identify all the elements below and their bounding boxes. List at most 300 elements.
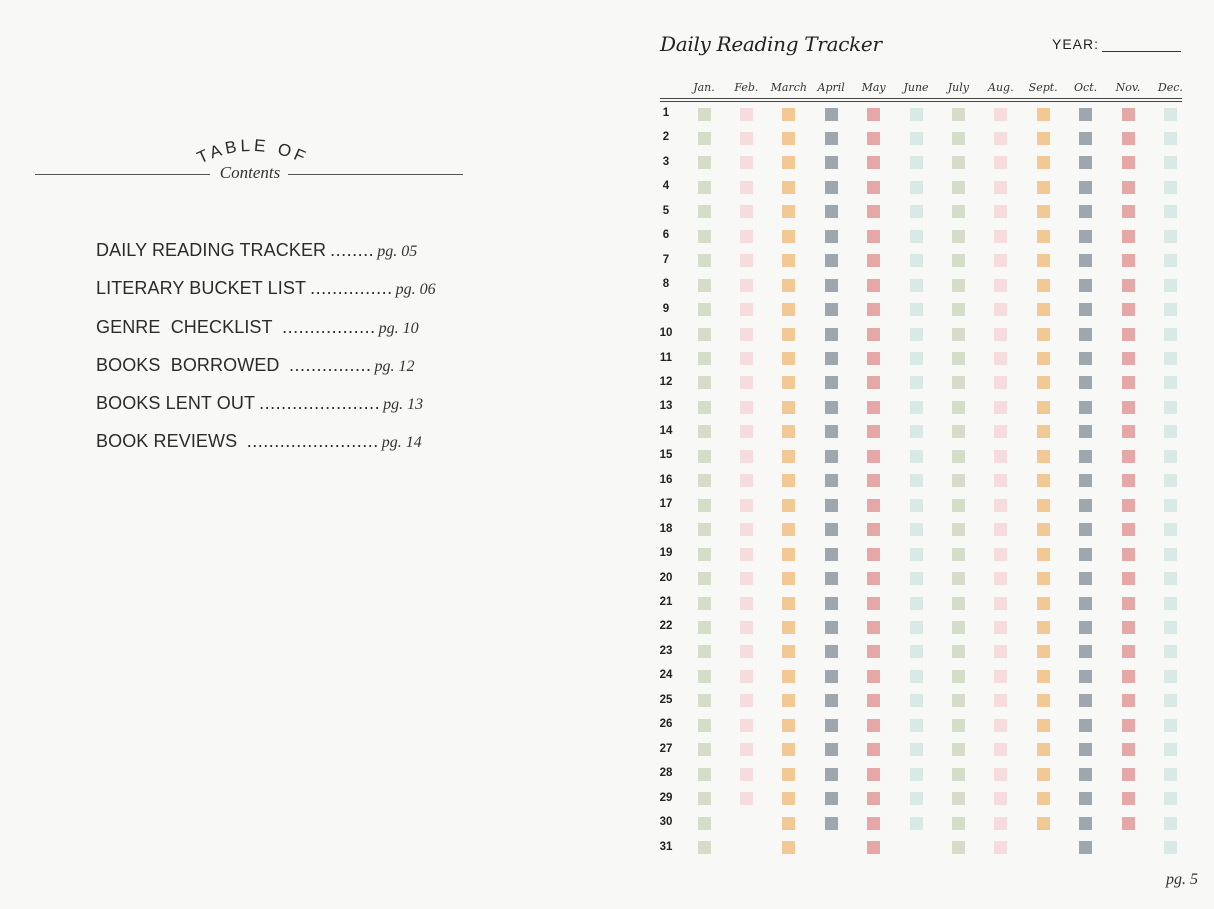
tracker-cell[interactable] xyxy=(740,254,753,267)
tracker-cell[interactable] xyxy=(994,352,1007,365)
tracker-cell[interactable] xyxy=(994,132,1007,145)
tracker-cell[interactable] xyxy=(994,792,1007,805)
tracker-cell[interactable] xyxy=(698,279,711,292)
tracker-cell[interactable] xyxy=(994,768,1007,781)
tracker-cell[interactable] xyxy=(782,572,795,585)
tracker-cell[interactable] xyxy=(698,328,711,341)
tracker-cell[interactable] xyxy=(1079,499,1092,512)
tracker-cell[interactable] xyxy=(910,719,923,732)
tracker-cell[interactable] xyxy=(1079,792,1092,805)
tracker-cell[interactable] xyxy=(782,376,795,389)
tracker-cell[interactable] xyxy=(994,523,1007,536)
tracker-cell[interactable] xyxy=(740,719,753,732)
tracker-cell[interactable] xyxy=(994,670,1007,683)
tracker-cell[interactable] xyxy=(1122,401,1135,414)
tracker-cell[interactable] xyxy=(952,474,965,487)
tracker-cell[interactable] xyxy=(698,205,711,218)
tracker-cell[interactable] xyxy=(867,205,880,218)
tracker-cell[interactable] xyxy=(1164,205,1177,218)
tracker-cell[interactable] xyxy=(994,205,1007,218)
tracker-cell[interactable] xyxy=(867,694,880,707)
tracker-cell[interactable] xyxy=(740,230,753,243)
toc-entry-books-borrowed[interactable] xyxy=(96,355,416,393)
tracker-cell[interactable] xyxy=(782,279,795,292)
tracker-cell[interactable] xyxy=(952,572,965,585)
tracker-cell[interactable] xyxy=(1164,352,1177,365)
tracker-cell[interactable] xyxy=(910,279,923,292)
tracker-cell[interactable] xyxy=(1037,694,1050,707)
tracker-cell[interactable] xyxy=(1037,621,1050,634)
tracker-cell[interactable] xyxy=(1079,743,1092,756)
tracker-cell[interactable] xyxy=(1037,572,1050,585)
tracker-cell[interactable] xyxy=(867,523,880,536)
tracker-cell[interactable] xyxy=(1122,743,1135,756)
tracker-cell[interactable] xyxy=(782,743,795,756)
tracker-cell[interactable] xyxy=(698,425,711,438)
tracker-cell[interactable] xyxy=(825,523,838,536)
tracker-cell[interactable] xyxy=(782,645,795,658)
tracker-cell[interactable] xyxy=(698,768,711,781)
tracker-cell[interactable] xyxy=(1037,156,1050,169)
tracker-cell[interactable] xyxy=(698,352,711,365)
tracker-cell[interactable] xyxy=(1079,254,1092,267)
tracker-cell[interactable] xyxy=(1122,328,1135,341)
toc-entry-literary-bucket-list[interactable] xyxy=(96,278,436,316)
tracker-cell[interactable] xyxy=(825,132,838,145)
tracker-cell[interactable] xyxy=(825,499,838,512)
tracker-cell[interactable] xyxy=(1037,376,1050,389)
tracker-cell[interactable] xyxy=(1122,499,1135,512)
tracker-cell[interactable] xyxy=(1079,621,1092,634)
tracker-cell[interactable] xyxy=(782,474,795,487)
tracker-cell[interactable] xyxy=(910,376,923,389)
tracker-cell[interactable] xyxy=(910,425,923,438)
tracker-cell[interactable] xyxy=(867,743,880,756)
tracker-cell[interactable] xyxy=(782,499,795,512)
tracker-cell[interactable] xyxy=(825,768,838,781)
tracker-cell[interactable] xyxy=(782,181,795,194)
tracker-cell[interactable] xyxy=(867,499,880,512)
tracker-cell[interactable] xyxy=(952,548,965,561)
tracker-cell[interactable] xyxy=(698,645,711,658)
tracker-cell[interactable] xyxy=(952,645,965,658)
tracker-cell[interactable] xyxy=(1164,108,1177,121)
tracker-cell[interactable] xyxy=(1037,548,1050,561)
tracker-cell[interactable] xyxy=(782,548,795,561)
tracker-cell[interactable] xyxy=(952,205,965,218)
tracker-cell[interactable] xyxy=(1164,645,1177,658)
tracker-cell[interactable] xyxy=(994,108,1007,121)
tracker-cell[interactable] xyxy=(1122,621,1135,634)
tracker-cell[interactable] xyxy=(910,572,923,585)
tracker-cell[interactable] xyxy=(867,425,880,438)
tracker-cell[interactable] xyxy=(1164,621,1177,634)
tracker-cell[interactable] xyxy=(867,450,880,463)
tracker-cell[interactable] xyxy=(910,743,923,756)
tracker-cell[interactable] xyxy=(698,303,711,316)
tracker-cell[interactable] xyxy=(994,328,1007,341)
tracker-cell[interactable] xyxy=(867,108,880,121)
tracker-cell[interactable] xyxy=(1079,694,1092,707)
tracker-cell[interactable] xyxy=(910,645,923,658)
tracker-cell[interactable] xyxy=(740,352,753,365)
tracker-cell[interactable] xyxy=(825,254,838,267)
tracker-cell[interactable] xyxy=(1164,499,1177,512)
tracker-cell[interactable] xyxy=(867,792,880,805)
tracker-cell[interactable] xyxy=(910,328,923,341)
tracker-cell[interactable] xyxy=(1122,670,1135,683)
tracker-cell[interactable] xyxy=(910,523,923,536)
tracker-cell[interactable] xyxy=(825,425,838,438)
tracker-cell[interactable] xyxy=(782,352,795,365)
tracker-cell[interactable] xyxy=(698,230,711,243)
tracker-cell[interactable] xyxy=(1122,156,1135,169)
tracker-cell[interactable] xyxy=(994,279,1007,292)
tracker-cell[interactable] xyxy=(782,254,795,267)
tracker-cell[interactable] xyxy=(698,254,711,267)
tracker-cell[interactable] xyxy=(1079,401,1092,414)
tracker-cell[interactable] xyxy=(1122,719,1135,732)
tracker-cell[interactable] xyxy=(1079,474,1092,487)
tracker-cell[interactable] xyxy=(740,645,753,658)
tracker-cell[interactable] xyxy=(867,841,880,854)
tracker-cell[interactable] xyxy=(1037,645,1050,658)
tracker-cell[interactable] xyxy=(910,156,923,169)
tracker-cell[interactable] xyxy=(782,425,795,438)
tracker-cell[interactable] xyxy=(1164,376,1177,389)
tracker-cell[interactable] xyxy=(825,450,838,463)
tracker-cell[interactable] xyxy=(867,817,880,830)
tracker-cell[interactable] xyxy=(867,670,880,683)
tracker-cell[interactable] xyxy=(867,230,880,243)
tracker-cell[interactable] xyxy=(782,230,795,243)
tracker-cell[interactable] xyxy=(867,621,880,634)
tracker-cell[interactable] xyxy=(1164,401,1177,414)
tracker-cell[interactable] xyxy=(1164,597,1177,610)
tracker-cell[interactable] xyxy=(910,621,923,634)
tracker-cell[interactable] xyxy=(1164,841,1177,854)
tracker-cell[interactable] xyxy=(952,376,965,389)
tracker-cell[interactable] xyxy=(698,108,711,121)
tracker-cell[interactable] xyxy=(952,108,965,121)
tracker-cell[interactable] xyxy=(910,597,923,610)
tracker-cell[interactable] xyxy=(698,132,711,145)
tracker-cell[interactable] xyxy=(1079,719,1092,732)
tracker-cell[interactable] xyxy=(867,279,880,292)
tracker-cell[interactable] xyxy=(1079,303,1092,316)
tracker-cell[interactable] xyxy=(740,156,753,169)
tracker-cell[interactable] xyxy=(867,548,880,561)
tracker-cell[interactable] xyxy=(994,499,1007,512)
tracker-cell[interactable] xyxy=(994,401,1007,414)
tracker-cell[interactable] xyxy=(1037,254,1050,267)
tracker-cell[interactable] xyxy=(952,670,965,683)
tracker-cell[interactable] xyxy=(740,279,753,292)
tracker-cell[interactable] xyxy=(952,303,965,316)
tracker-cell[interactable] xyxy=(1164,743,1177,756)
tracker-cell[interactable] xyxy=(867,572,880,585)
tracker-cell[interactable] xyxy=(1037,205,1050,218)
tracker-cell[interactable] xyxy=(698,474,711,487)
tracker-cell[interactable] xyxy=(867,254,880,267)
tracker-cell[interactable] xyxy=(910,474,923,487)
tracker-cell[interactable] xyxy=(1122,523,1135,536)
tracker-cell[interactable] xyxy=(825,108,838,121)
tracker-cell[interactable] xyxy=(910,108,923,121)
tracker-cell[interactable] xyxy=(1037,108,1050,121)
tracker-cell[interactable] xyxy=(1164,279,1177,292)
tracker-cell[interactable] xyxy=(698,670,711,683)
tracker-cell[interactable] xyxy=(740,450,753,463)
tracker-cell[interactable] xyxy=(825,181,838,194)
tracker-cell[interactable] xyxy=(910,548,923,561)
tracker-cell[interactable] xyxy=(952,328,965,341)
tracker-cell[interactable] xyxy=(1164,132,1177,145)
tracker-cell[interactable] xyxy=(782,597,795,610)
tracker-cell[interactable] xyxy=(952,156,965,169)
tracker-cell[interactable] xyxy=(867,474,880,487)
tracker-cell[interactable] xyxy=(1164,450,1177,463)
tracker-cell[interactable] xyxy=(1037,719,1050,732)
tracker-cell[interactable] xyxy=(1122,108,1135,121)
tracker-cell[interactable] xyxy=(1122,792,1135,805)
tracker-cell[interactable] xyxy=(910,352,923,365)
tracker-cell[interactable] xyxy=(740,548,753,561)
tracker-cell[interactable] xyxy=(1122,352,1135,365)
tracker-cell[interactable] xyxy=(782,792,795,805)
tracker-cell[interactable] xyxy=(825,230,838,243)
tracker-cell[interactable] xyxy=(698,499,711,512)
tracker-cell[interactable] xyxy=(1037,303,1050,316)
tracker-cell[interactable] xyxy=(952,352,965,365)
tracker-cell[interactable] xyxy=(994,376,1007,389)
tracker-cell[interactable] xyxy=(952,425,965,438)
tracker-cell[interactable] xyxy=(1122,205,1135,218)
tracker-cell[interactable] xyxy=(740,425,753,438)
tracker-cell[interactable] xyxy=(952,694,965,707)
tracker-cell[interactable] xyxy=(740,621,753,634)
tracker-cell[interactable] xyxy=(952,279,965,292)
tracker-cell[interactable] xyxy=(1079,205,1092,218)
tracker-cell[interactable] xyxy=(698,523,711,536)
tracker-cell[interactable] xyxy=(698,841,711,854)
tracker-cell[interactable] xyxy=(867,352,880,365)
tracker-cell[interactable] xyxy=(867,181,880,194)
tracker-cell[interactable] xyxy=(910,205,923,218)
tracker-cell[interactable] xyxy=(740,792,753,805)
tracker-cell[interactable] xyxy=(1164,523,1177,536)
tracker-cell[interactable] xyxy=(910,694,923,707)
tracker-cell[interactable] xyxy=(952,597,965,610)
tracker-cell[interactable] xyxy=(740,181,753,194)
tracker-cell[interactable] xyxy=(994,230,1007,243)
tracker-cell[interactable] xyxy=(994,425,1007,438)
tracker-cell[interactable] xyxy=(1037,230,1050,243)
tracker-cell[interactable] xyxy=(1037,279,1050,292)
tracker-cell[interactable] xyxy=(825,376,838,389)
tracker-cell[interactable] xyxy=(1037,132,1050,145)
tracker-cell[interactable] xyxy=(782,328,795,341)
tracker-cell[interactable] xyxy=(1122,376,1135,389)
tracker-cell[interactable] xyxy=(1122,181,1135,194)
tracker-cell[interactable] xyxy=(867,597,880,610)
tracker-cell[interactable] xyxy=(1164,768,1177,781)
tracker-cell[interactable] xyxy=(1079,425,1092,438)
tracker-cell[interactable] xyxy=(994,694,1007,707)
tracker-cell[interactable] xyxy=(782,303,795,316)
tracker-cell[interactable] xyxy=(867,645,880,658)
tracker-cell[interactable] xyxy=(740,108,753,121)
tracker-cell[interactable] xyxy=(1037,499,1050,512)
tracker-cell[interactable] xyxy=(1079,352,1092,365)
tracker-cell[interactable] xyxy=(698,181,711,194)
tracker-cell[interactable] xyxy=(825,474,838,487)
tracker-cell[interactable] xyxy=(1164,792,1177,805)
tracker-cell[interactable] xyxy=(1164,548,1177,561)
tracker-cell[interactable] xyxy=(1122,230,1135,243)
tracker-cell[interactable] xyxy=(910,792,923,805)
tracker-cell[interactable] xyxy=(740,328,753,341)
tracker-cell[interactable] xyxy=(1079,817,1092,830)
tracker-cell[interactable] xyxy=(952,230,965,243)
tracker-cell[interactable] xyxy=(825,743,838,756)
tracker-cell[interactable] xyxy=(1164,474,1177,487)
tracker-cell[interactable] xyxy=(1164,817,1177,830)
tracker-cell[interactable] xyxy=(1079,841,1092,854)
tracker-cell[interactable] xyxy=(1122,597,1135,610)
tracker-cell[interactable] xyxy=(994,181,1007,194)
tracker-cell[interactable] xyxy=(1037,450,1050,463)
tracker-cell[interactable] xyxy=(910,254,923,267)
tracker-cell[interactable] xyxy=(1164,425,1177,438)
tracker-cell[interactable] xyxy=(994,303,1007,316)
tracker-cell[interactable] xyxy=(1122,425,1135,438)
tracker-cell[interactable] xyxy=(1079,132,1092,145)
tracker-cell[interactable] xyxy=(698,572,711,585)
tracker-cell[interactable] xyxy=(1079,768,1092,781)
tracker-cell[interactable] xyxy=(825,694,838,707)
tracker-cell[interactable] xyxy=(825,817,838,830)
toc-entry-daily-reading-tracker[interactable] xyxy=(96,240,416,278)
tracker-cell[interactable] xyxy=(825,548,838,561)
tracker-cell[interactable] xyxy=(952,401,965,414)
tracker-cell[interactable] xyxy=(952,523,965,536)
tracker-cell[interactable] xyxy=(1164,328,1177,341)
tracker-cell[interactable] xyxy=(994,254,1007,267)
tracker-cell[interactable] xyxy=(1079,572,1092,585)
tracker-cell[interactable] xyxy=(782,156,795,169)
tracker-cell[interactable] xyxy=(867,132,880,145)
tracker-cell[interactable] xyxy=(782,719,795,732)
tracker-cell[interactable] xyxy=(952,817,965,830)
tracker-cell[interactable] xyxy=(825,328,838,341)
tracker-cell[interactable] xyxy=(952,841,965,854)
tracker-cell[interactable] xyxy=(1037,792,1050,805)
tracker-cell[interactable] xyxy=(782,768,795,781)
tracker-cell[interactable] xyxy=(1122,817,1135,830)
tracker-cell[interactable] xyxy=(1079,279,1092,292)
tracker-cell[interactable] xyxy=(740,132,753,145)
tracker-cell[interactable] xyxy=(740,768,753,781)
tracker-cell[interactable] xyxy=(1037,670,1050,683)
tracker-cell[interactable] xyxy=(698,156,711,169)
tracker-cell[interactable] xyxy=(825,719,838,732)
tracker-cell[interactable] xyxy=(698,401,711,414)
tracker-cell[interactable] xyxy=(740,376,753,389)
toc-entry-books-lent-out[interactable] xyxy=(96,393,424,431)
tracker-cell[interactable] xyxy=(825,597,838,610)
tracker-cell[interactable] xyxy=(952,450,965,463)
tracker-cell[interactable] xyxy=(698,743,711,756)
tracker-cell[interactable] xyxy=(1122,548,1135,561)
tracker-cell[interactable] xyxy=(867,376,880,389)
tracker-cell[interactable] xyxy=(1164,670,1177,683)
tracker-cell[interactable] xyxy=(1037,817,1050,830)
tracker-cell[interactable] xyxy=(825,401,838,414)
tracker-cell[interactable] xyxy=(1122,572,1135,585)
tracker-cell[interactable] xyxy=(782,205,795,218)
tracker-cell[interactable] xyxy=(825,352,838,365)
tracker-cell[interactable] xyxy=(1037,743,1050,756)
tracker-cell[interactable] xyxy=(1037,523,1050,536)
tracker-cell[interactable] xyxy=(1122,474,1135,487)
tracker-cell[interactable] xyxy=(910,499,923,512)
tracker-cell[interactable] xyxy=(910,132,923,145)
tracker-cell[interactable] xyxy=(1037,597,1050,610)
tracker-cell[interactable] xyxy=(994,572,1007,585)
tracker-cell[interactable] xyxy=(952,181,965,194)
tracker-cell[interactable] xyxy=(740,523,753,536)
tracker-cell[interactable] xyxy=(1164,156,1177,169)
tracker-cell[interactable] xyxy=(1164,230,1177,243)
tracker-cell[interactable] xyxy=(1037,328,1050,341)
tracker-cell[interactable] xyxy=(952,132,965,145)
tracker-cell[interactable] xyxy=(994,621,1007,634)
tracker-cell[interactable] xyxy=(994,156,1007,169)
tracker-cell[interactable] xyxy=(740,694,753,707)
tracker-cell[interactable] xyxy=(698,621,711,634)
tracker-cell[interactable] xyxy=(1079,645,1092,658)
tracker-cell[interactable] xyxy=(782,670,795,683)
tracker-cell[interactable] xyxy=(1122,132,1135,145)
tracker-cell[interactable] xyxy=(740,205,753,218)
tracker-cell[interactable] xyxy=(1122,279,1135,292)
tracker-cell[interactable] xyxy=(1037,181,1050,194)
tracker-cell[interactable] xyxy=(1079,597,1092,610)
tracker-cell[interactable] xyxy=(825,621,838,634)
tracker-cell[interactable] xyxy=(825,670,838,683)
tracker-cell[interactable] xyxy=(1164,572,1177,585)
tracker-cell[interactable] xyxy=(994,645,1007,658)
tracker-cell[interactable] xyxy=(1122,303,1135,316)
tracker-cell[interactable] xyxy=(782,621,795,634)
tracker-cell[interactable] xyxy=(994,841,1007,854)
tracker-cell[interactable] xyxy=(1079,548,1092,561)
tracker-cell[interactable] xyxy=(1079,670,1092,683)
tracker-cell[interactable] xyxy=(1079,108,1092,121)
tracker-cell[interactable] xyxy=(740,572,753,585)
tracker-cell[interactable] xyxy=(1164,303,1177,316)
tracker-cell[interactable] xyxy=(952,719,965,732)
tracker-cell[interactable] xyxy=(740,670,753,683)
tracker-cell[interactable] xyxy=(782,694,795,707)
tracker-cell[interactable] xyxy=(740,499,753,512)
tracker-cell[interactable] xyxy=(1122,645,1135,658)
tracker-cell[interactable] xyxy=(740,303,753,316)
tracker-cell[interactable] xyxy=(994,743,1007,756)
tracker-cell[interactable] xyxy=(782,523,795,536)
tracker-cell[interactable] xyxy=(1037,474,1050,487)
